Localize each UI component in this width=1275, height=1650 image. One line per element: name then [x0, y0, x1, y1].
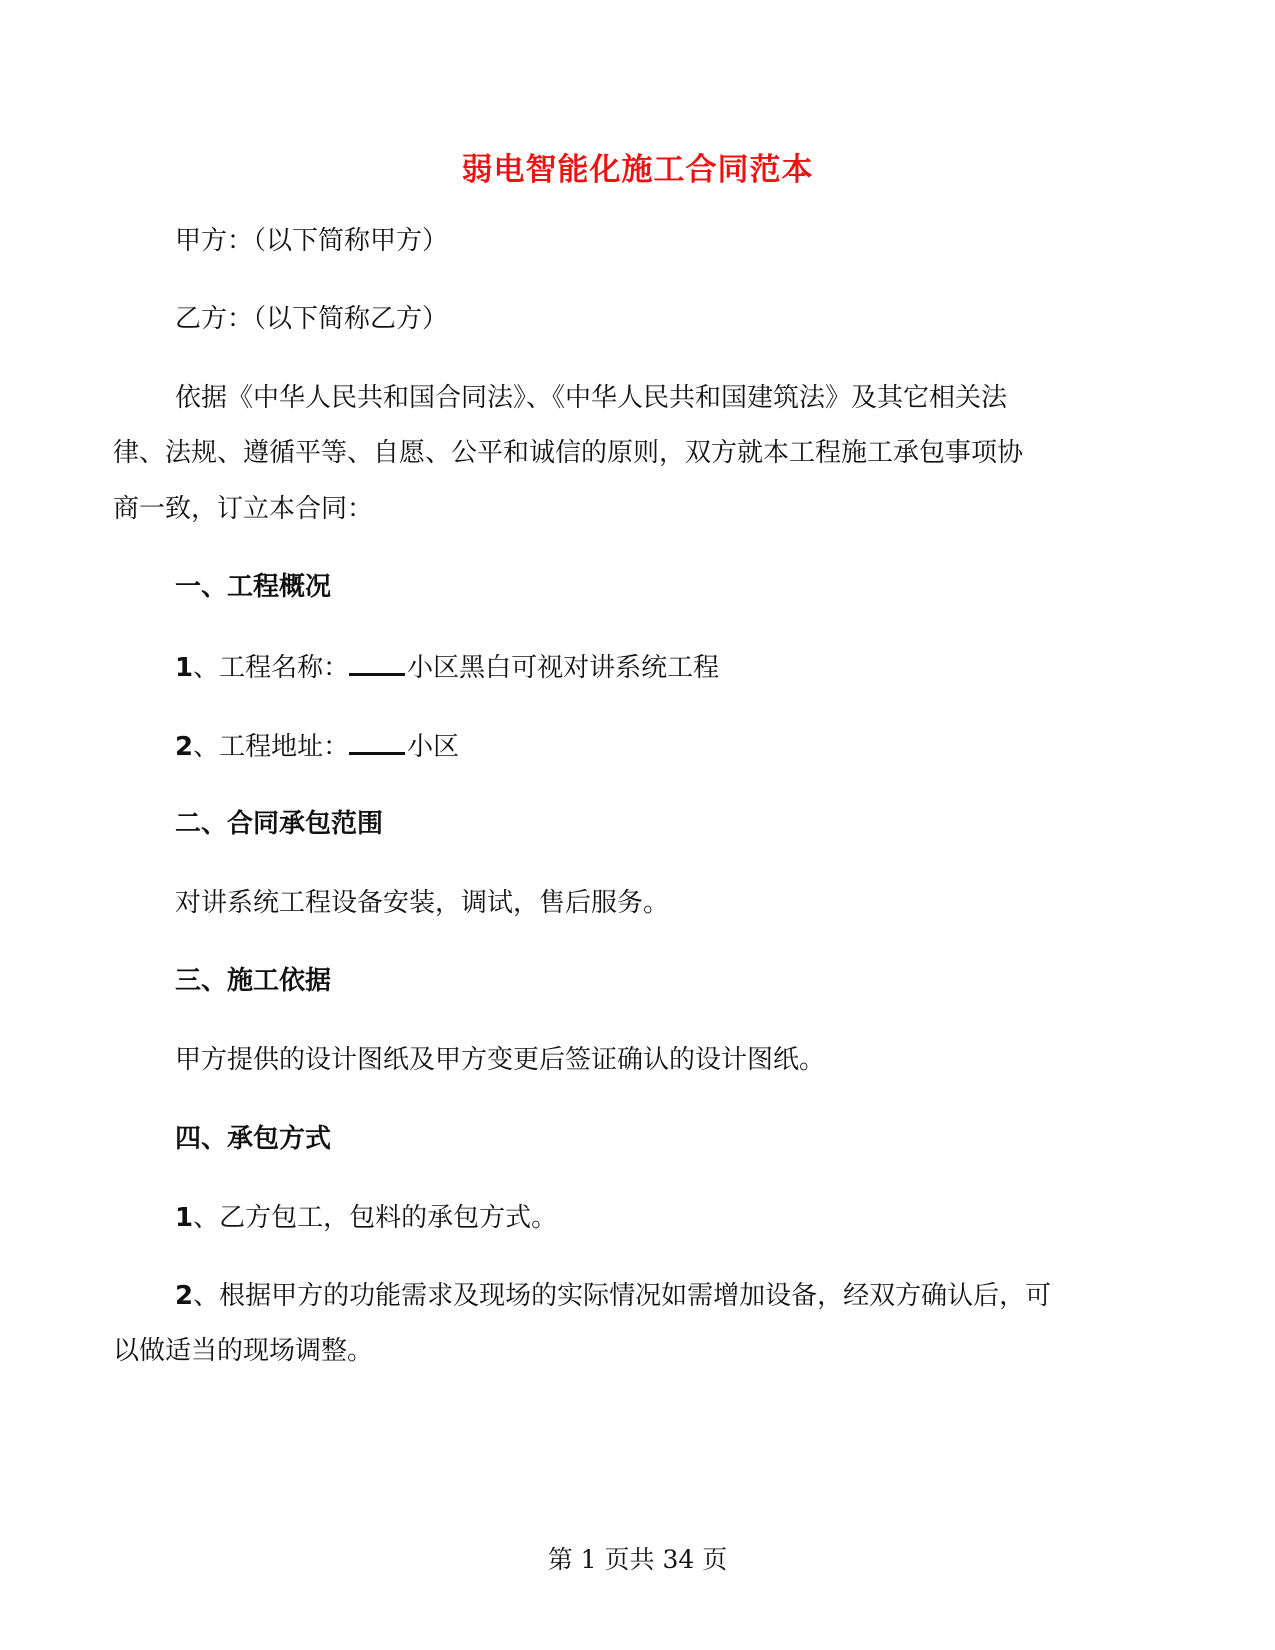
- page-footer: 第 1 页共 34 页: [547, 1545, 728, 1574]
- item-number: 2: [175, 1281, 194, 1311]
- section-2-heading: 二、合同承包范围: [175, 809, 384, 839]
- intro-paragraph-line-3: 商一致，订立本合同：: [113, 494, 374, 524]
- party-b-line: 乙方：（以下简称乙方）: [175, 304, 449, 334]
- intro-paragraph-line-1: 依据《中华人民共和国合同法》、《中华人民共和国建筑法》及其它相关法: [175, 383, 1008, 413]
- contract-method-item-2-line-2: 以做适当的现场调整。: [113, 1336, 374, 1366]
- section-1-heading: 一、工程概况: [175, 572, 332, 602]
- section-2-body: 对讲系统工程设备安装，调试，售后服务。: [175, 888, 670, 918]
- contract-method-item-1-text: 、乙方包工，包料的承包方式。: [193, 1203, 558, 1233]
- contract-method-item-2-text: 、根据甲方的功能需求及现场的实际情况如需增加设备，经双方确认后，可: [193, 1281, 1052, 1311]
- party-a-line: 甲方：（以下简称甲方）: [175, 226, 449, 256]
- intro-paragraph-line-2: 律、法规、遵循平等、自愿、公平和诚信的原则，双方就本工程施工承包事项协: [113, 438, 1024, 468]
- project-name-value: 小区黑白可视对讲系统工程: [407, 653, 720, 683]
- blank-underline: [349, 651, 405, 676]
- section-3-body: 甲方提供的设计图纸及甲方变更后签证确认的设计图纸。: [175, 1045, 826, 1075]
- item-number: 1: [175, 1203, 194, 1233]
- section-4-heading: 四、承包方式: [175, 1124, 332, 1154]
- item-number: 1: [175, 653, 194, 683]
- blank-underline: [349, 730, 405, 755]
- item-number: 2: [175, 732, 194, 762]
- project-name-label: 、工程名称：: [193, 653, 350, 683]
- contract-method-item-1: [175, 1203, 557, 1233]
- contract-method-item-2-line-1: [175, 1281, 1051, 1311]
- project-address-value: 小区: [407, 732, 460, 762]
- document-title: 弱电智能化施工合同范本: [461, 152, 814, 188]
- project-address-label: 、工程地址：: [193, 732, 350, 762]
- section-3-heading: 三、施工依据: [175, 966, 332, 996]
- project-name-line: [175, 651, 719, 683]
- project-address-line: [175, 730, 459, 762]
